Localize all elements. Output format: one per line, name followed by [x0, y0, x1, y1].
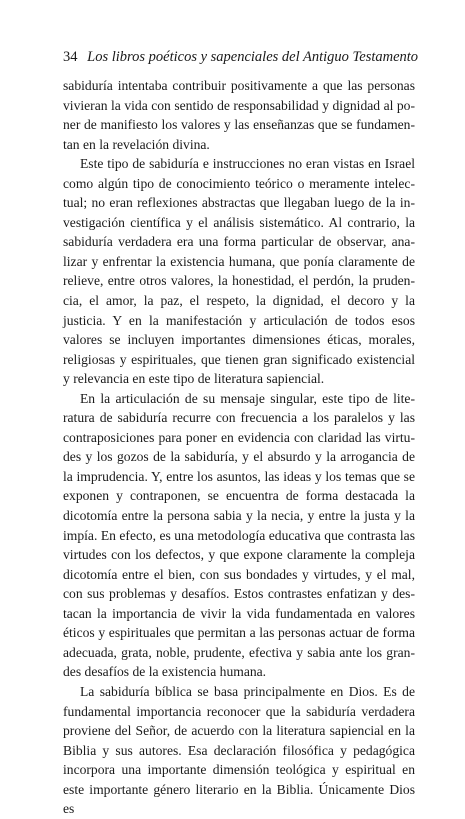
- body-text: [63, 76, 415, 819]
- page-number: 34: [63, 49, 78, 65]
- running-head-title: Los libros poéticos y sapenciales del Antiguo Testamento: [87, 49, 419, 65]
- running-head: [63, 48, 419, 66]
- book-page: [63, 48, 419, 819]
- paragraph-3: En la articulación de su mensaje singular, este tipo de literatura de sabiduría recurre con frecuencia a los paralelos y las contraposiciones para poner en evidencia con claridad las virtudes y los gozos de la sabiduría, y el absurdo y la arrogancia de la imprudencia. Y, entre los asuntos, las ideas y los temas que se exponen y contraponen, se encuentra de forma destacada la dicotomía entre la persona sabia y la necia, y entre la justa y la impía. En efecto, es una metodología educativa que contrasta las virtudes con los defectos, y que expone claramente la compleja dicotomía entre el bien, con sus bondades y virtudes, y el mal, con sus problemas y desafíos. Estos contrastes enfatizan y destacan la importancia de vivir la vida fundamentada en valores éticos y espirituales que permitan a las personas actuar de forma adecuada, grata, noble, prudente, efectiva y sabia ante los grandes desafíos de la existencia humana.: [63, 390, 415, 680]
- paragraph-4: La sabiduría bíblica se basa principalmente en Dios. Es de fundamental importancia reconocer que la sabiduría verdadera proviene del Señor, de acuerdo con la literatura sapiencial en la Biblia y sus autores. Esa declaración filosófica y pedagógica incorpora una importante dimensión teológica y espiritual en este importante género literario en la Biblia. Únicamente Dios es: [63, 683, 415, 817]
- paragraph-1: sabiduría intentaba contribuir positivamente a que las personas vivieran la vida con sentido de responsabilidad y dignidad al poner de manifiesto los valores y las enseñanzas que se fundamentan en la revelación divina.: [63, 78, 415, 152]
- paragraph-2: Este tipo de sabiduría e instrucciones no eran vistas en Israel como algún tipo de conocimiento teórico o meramente intelectual; no eran reflexiones abstractas que llegaban luego de la investigación científica y el análisis sistemático. Al contrario, la sabiduría verdadera era una forma particular de observar, analizar y enfrentar la existencia humana, que ponía claramente de relieve, entre otros valores, la honestidad, el perdón, la prudencia, el amor, la paz, el respeto, la dignidad, el decoro y la justicia. Y en la manifestación y articulación de todos esos valores se incluyen importantes dimensiones éticas, morales, religiosas y espirituales, que tienen gran significado existencial y relevancia en este tipo de literatura sapiencial.: [63, 156, 415, 387]
